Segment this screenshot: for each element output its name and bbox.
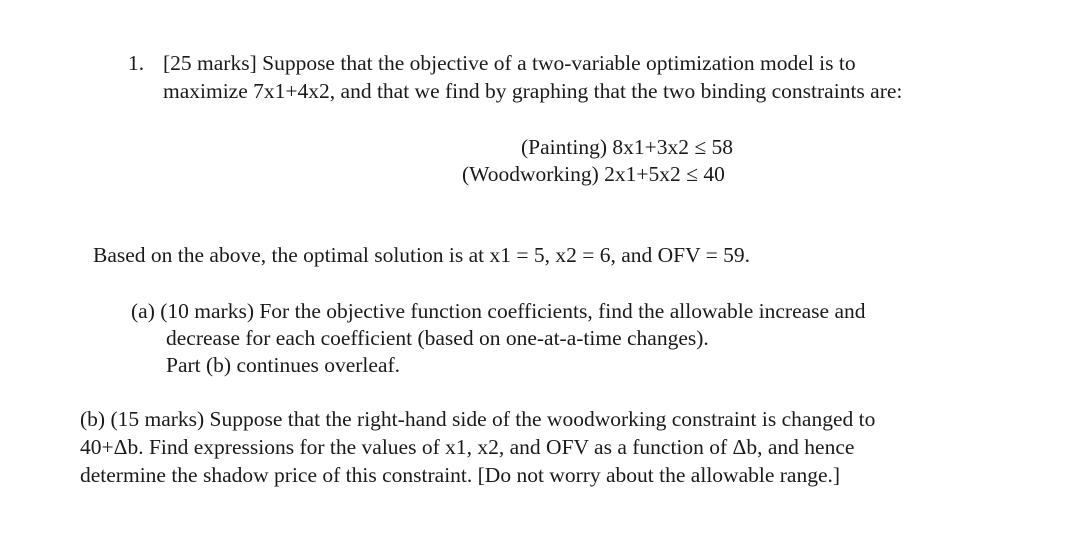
- part-a-line-1: (a) (10 marks) For the objective function coefficients, find the allowable increase and: [131, 299, 866, 323]
- part-b-line-1: (b) (15 marks) Suppose that the right-hand side of the woodworking constraint is changed to: [80, 407, 876, 431]
- painting-constraint: (Painting) 8x1+3x2 ≤ 58: [521, 135, 734, 159]
- question-intro-line-2: maximize 7x1+4x2, and that we find by graphing that the two binding constraints are:: [163, 79, 903, 103]
- question-number: 1.: [128, 51, 145, 75]
- part-b-line-3: determine the shadow price of this constraint. [Do not worry about the allowable range.]: [80, 463, 841, 487]
- part-a-line-2: decrease for each coefficient (based on one-at-a-time changes).: [166, 326, 709, 350]
- part-b-line-2: 40+Δb. Find expressions for the values of x1, x2, and OFV as a function of Δb, and hence: [80, 435, 855, 459]
- question-intro-line-1: [25 marks] Suppose that the objective of a two-variable optimization model is to: [163, 51, 856, 75]
- part-a-line-3: Part (b) continues overleaf.: [166, 353, 401, 377]
- optimal-solution-statement: Based on the above, the optimal solution is at x1 = 5, x2 = 6, and OFV = 59.: [93, 243, 751, 267]
- woodworking-constraint: (Woodworking) 2x1+5x2 ≤ 40: [462, 162, 725, 186]
